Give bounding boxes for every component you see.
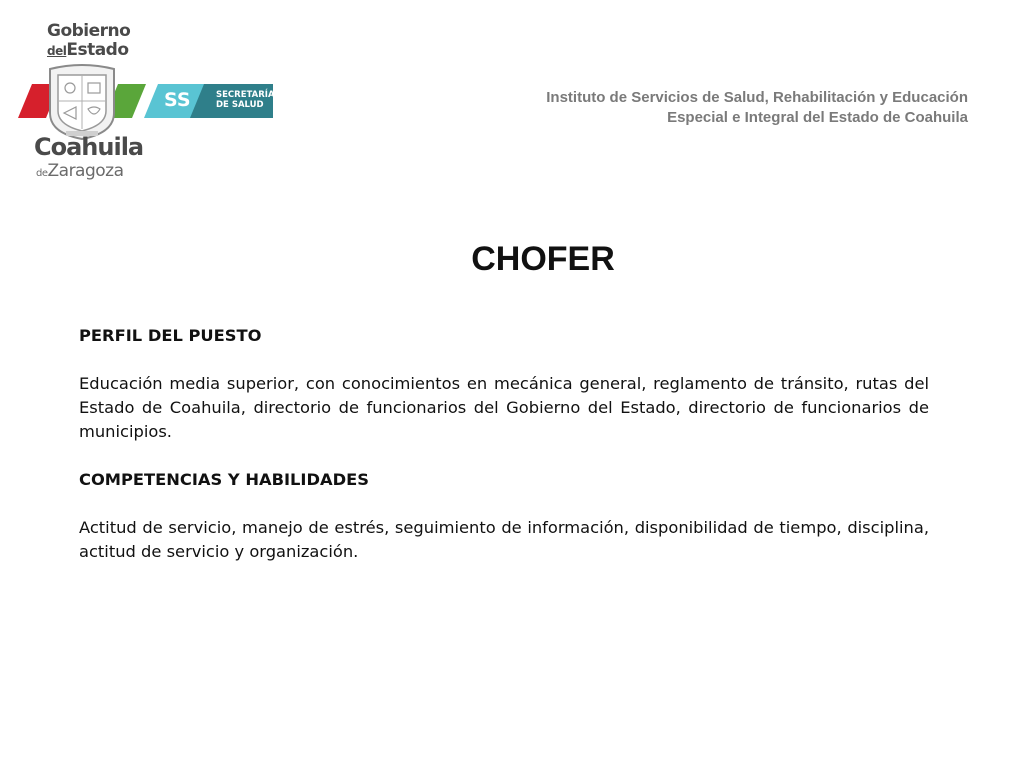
- ss-badge-label: SS: [164, 89, 191, 111]
- coat-of-arms-icon: [44, 63, 120, 141]
- section-heading-perfil: PERFIL DEL PUESTO: [79, 326, 262, 345]
- section-heading-competencias: COMPETENCIAS Y HABILIDADES: [79, 470, 369, 489]
- section-body-competencias: Actitud de servicio, manejo de estrés, seguimiento de información, disponibilidad de tiempo, disciplina, actitud de servicio y organización.: [79, 518, 929, 561]
- gobierno-del-estado-wordmark: Gobierno delEstado: [47, 21, 131, 60]
- section-body-perfil: Educación media superior, con conocimientos en mecánica general, reglamento de tránsito, rutas del Estado de Coahuila, directorio de funcionarios del Gobierno del Estado, directorio de funcionarios de municipios.: [79, 374, 929, 441]
- zaragoza-wordmark: deZaragoza: [36, 161, 124, 181]
- secretaria-salud-label: SECRETARÍA DE SALUD: [216, 90, 275, 110]
- job-description: [79, 324, 929, 564]
- government-logo: [18, 18, 278, 183]
- institute-name: Instituto de Servicios de Salud, Rehabilitación y Educación Especial e Integral del Estado de Coahuila: [546, 89, 968, 126]
- page-title: CHOFER: [471, 240, 615, 278]
- coahuila-wordmark: Coahuila: [34, 133, 144, 161]
